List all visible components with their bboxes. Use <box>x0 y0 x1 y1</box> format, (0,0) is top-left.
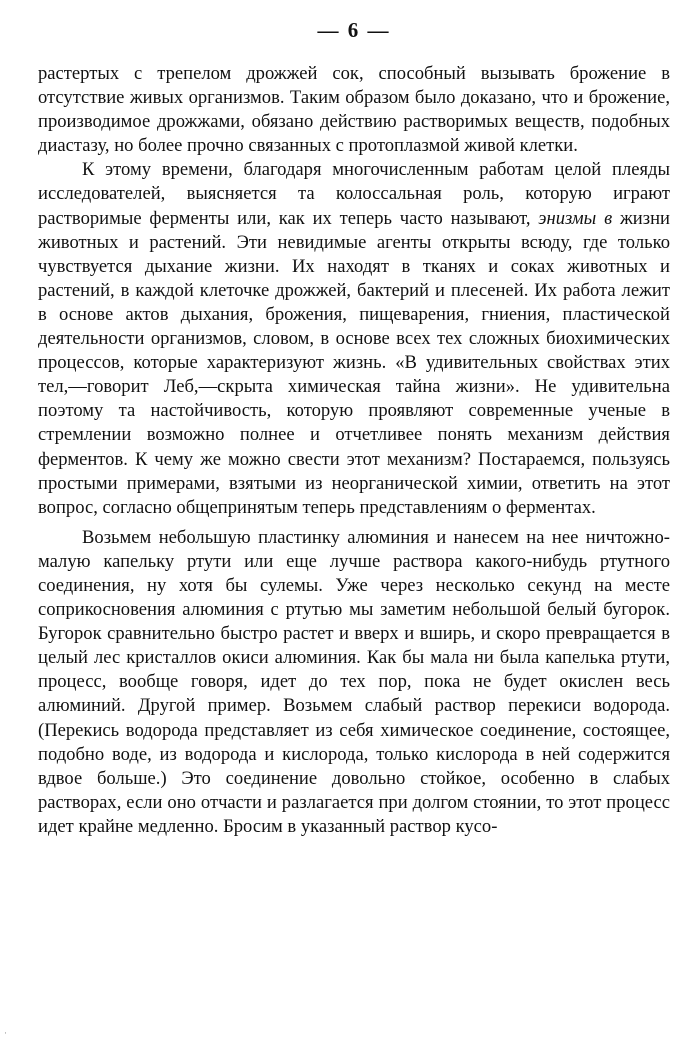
page-number: — 6 — <box>317 18 391 42</box>
paragraph-2-text-before: К этому времени, благодаря многочисленным работам целой плеяды исследователей, выясняется та колоссальная роль, которую играют растворимые ферменты или, как их теперь часто называют, <box>38 159 670 229</box>
paragraph-1: растертых с трепелом дрожжей сок, способный вызывать брожение в отсутствие живых организмов. Таким образом было доказано, что и брожение, производимое дрожжами, обязано действию растворимых веществ, подобных диастазу, но более прочно связанных с протоплазмой живой клетки. <box>38 63 670 157</box>
paragraph-2-italic-term: энизмы в <box>538 207 613 229</box>
paragraph-2-text-after: жизни животных и растений. Эти невидимые агенты открыты всюду, где только чувствуется дыхание жизни. Их находят в тканях и соках животных и растений, в каждой клеточке дрожжей, бактерий и плесеней. Их работа лежит в основе актов дыхания, брожения, пищеварения, гниения, пластической деятельности организмов, словом, в основе всех тех сложных биохимических процессов, которые характеризуют жизнь. «В удивительных свойствах этих тел,—говорит Леб,—скрыта химическая тайна жизни». Не удивительна поэтому та настойчивость, которую проявляют современные ученые в стремлении возможно полнее и отчетливее понять механизм действия ферментов. К чему же можно свести этот механизм? Постараемся, пользуясь простыми примерами, взятыми из неорганической химии, ответить на этот вопрос, согласно общепринятым теперь представлениям о ферментах. <box>38 207 670 518</box>
scan-edge-mark: · <box>4 1028 7 1038</box>
paragraph-3: Возьмем небольшую пластинку алюминия и нанесем на нее ничтожно-малую капельку ртути или еще лучше раствора какого-нибудь ртутного соединения, ну хотя бы сулемы. Уже через несколько секунд на месте соприкосновения алюминия с ртутью мы заметим небольшой белый бугорок. Бугорок сравнительно быстро растет и вверх и вширь, и скоро превращается в целый лес кристаллов окиси алюминия. Как бы мала ни была капелька ртути, процесс, вообще говоря, идет до тех пор, пока не будет окислен весь алюминий. Другой пример. Возьмем слабый раствор перекиси водорода. (Перекись водорода представляет из себя химическое соединение, состоящее, подобно воде, из водорода и кислорода, только кислорода в ней содержится вдвое больше.) Это соединение довольно стойкое, особенно в слабых растворах, если оно отчасти и разлагается при долгом стоянии, то этот процесс идет крайне медленно. Бросим в указанный раствор кусо- <box>38 526 670 837</box>
paragraph-2 <box>38 158 670 519</box>
